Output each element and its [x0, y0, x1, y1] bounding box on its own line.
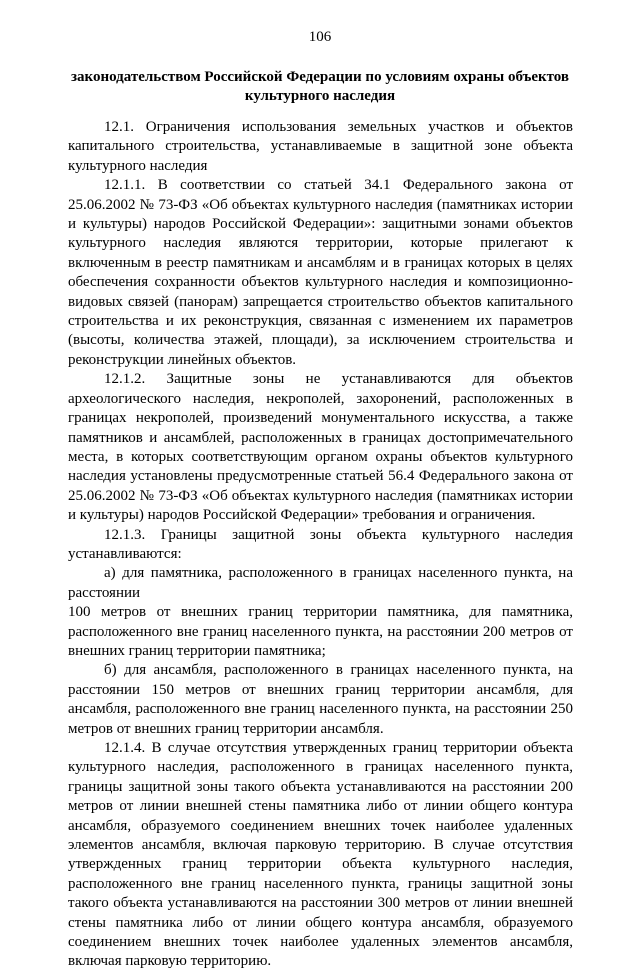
paragraph-12-1-1: 12.1.1. В соответствии со статьей 34.1 Федерального закона от 25.06.2002 № 73-ФЗ «Об объектах культурного наследия (памятниках истории и культуры) народов Российской Федерации»: защитными зонами объектов культурного наследия являются территории, которые прилегают к включенным в реестр памятникам и ансамблям и в границах которых в целях обеспечения сохранности объектов культурного наследия и композиционно-видовых связей (панорам) запрещается строительство объектов капитального строительства и их реконструкция, связанная с изменением их параметров (высоты, количества этажей, площади), за исключением строительства и реконструкции линейных объектов. [68, 177, 573, 368]
paragraph-12-1-4: 12.1.4. В случае отсутствия утвержденных границ территории объекта культурного наследия, расположенного в границах населенного пункта, границы защитной зоны такого объекта устанавливаются на расстоянии 200 метров от линии внешней стены памятника либо от линии общего контура ансамбля, образуемого соединением внешних точек наиболее удаленных элементов ансамбля, включая парковую территорию. В случае отсутствия утвержденных границ территории объекта культурного наследия, расположенного вне границ населенного пункта, границы защитной зоны такого объекта устанавливаются на расстоянии 300 метров от линии внешней стены памятника либо от линии общего контура ансамбля, образуемого соединением внешних точек наиболее удаленных элементов ансамбля, включая парковую территорию. [68, 740, 573, 970]
paragraph-item-a: а) для памятника, расположенного в границах населенного пункта, на расстоянии [68, 565, 573, 601]
page-number: 106 [308, 29, 332, 45]
paragraph-12-1-3: 12.1.3. Границы защитной зоны объекта культурного наследия устанавливаются: [68, 526, 573, 562]
paragraph-item-a-continued: 100 метров от внешних границ территории памятника, для памятника, расположенного вне границ населенного пункта, на расстоянии 200 метров от внешних границ территории памятника; [68, 604, 573, 659]
paragraph-12-1: 12.1. Ограничения использования земельных участков и объектов капитального строительства, устанавливаемые в защитной зоне объекта культурного наследия [68, 119, 573, 174]
section-heading: законодательством Российской Федерации по условиям охраны объектов культурного наследия [70, 69, 570, 104]
document-body [68, 118, 573, 972]
paragraph-12-1-2: 12.1.2. Защитные зоны не устанавливаются для объектов археологического наследия, некрополей, захоронений, расположенных в границах некрополей, произведений монументального искусства, а также памятников и ансамблей, расположенных в границах достопримечательного места, в которых соответствующим органом охраны объектов культурного наследия установлены предусмотренные статьей 56.4 Федерального закона от 25.06.2002 № 73-ФЗ «Об объектах культурного наследия (памятниках истории и культуры) народов Российской Федерации» требования и ограничения. [68, 371, 573, 524]
paragraph-item-b: б) для ансамбля, расположенного в границах населенного пункта, на расстоянии 150 метров от внешних границ территории ансамбля, для ансамбля, расположенного вне границ населенного пункта, на расстоянии 250 метров от внешних границ территории ансамбля. [68, 662, 573, 737]
